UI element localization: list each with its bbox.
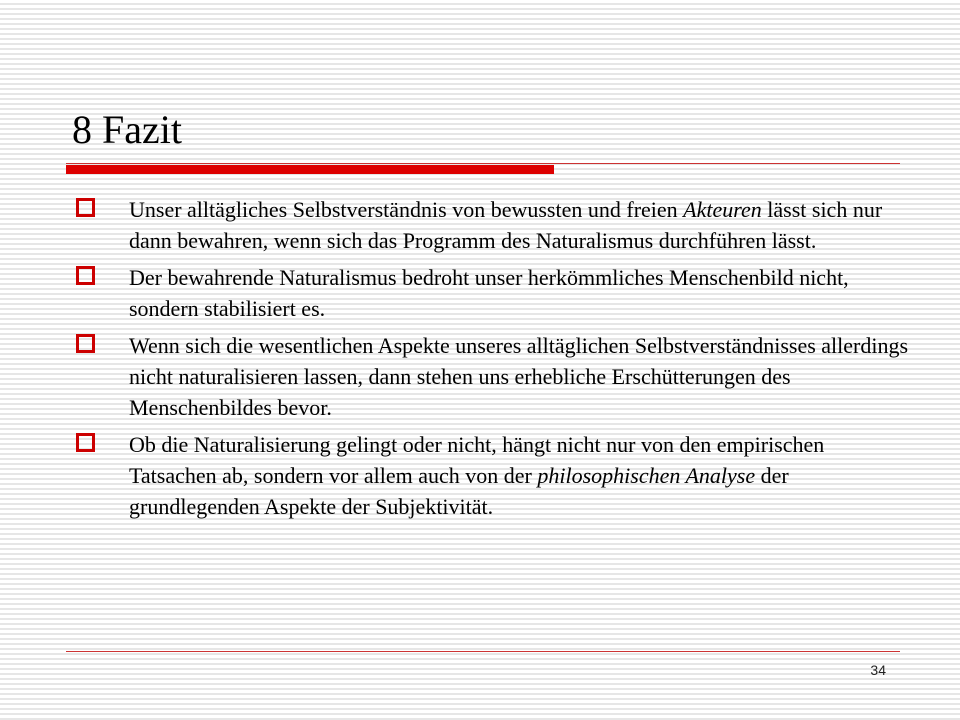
square-bullet-icon bbox=[76, 198, 95, 217]
title-rule-accent bbox=[66, 165, 554, 174]
bullet-text-1-part-b: lässt sich nur dann bewahren, wenn sich das Programm des Naturalismus durchführen lässt. bbox=[129, 197, 883, 253]
bullet-item-2 bbox=[72, 262, 912, 324]
square-bullet-icon bbox=[76, 433, 95, 452]
bullet-text-4-part-b: der grundlegenden Aspekte der Subjektivität. bbox=[129, 463, 789, 519]
bullet-text-4-emphasis: philosophischen Analyse bbox=[537, 463, 756, 488]
bullet-text-1-part-a: Unser alltägliches Selbstverständnis von bewussten und freien bbox=[129, 197, 684, 222]
bullet-text-4-part-a: Ob die Naturalisierung gelingt oder nicht, hängt nicht nur von den empirischen Tatsachen ab, sondern vor allem auch von der bbox=[129, 432, 825, 488]
footer-rule bbox=[66, 651, 900, 652]
bullet-item-4 bbox=[72, 429, 912, 522]
bullet-text-2: Der bewahrende Naturalismus bedroht unser herkömmliches Menschenbild nicht, sondern stabilisiert es. bbox=[129, 265, 849, 321]
square-bullet-icon bbox=[76, 266, 95, 285]
bullet-text-4 bbox=[129, 429, 912, 522]
bullet-text-3: Wenn sich die wesentlichen Aspekte unseres alltäglichen Selbstverständnisses allerdings nicht naturalisieren lassen, dann stehen uns erhebliche Erschütterungen des Menschenbildes bevor. bbox=[129, 333, 909, 420]
bullet-text-1-emphasis: Akteuren bbox=[683, 197, 762, 222]
title-rule-thin bbox=[66, 163, 900, 164]
bullet-item-1 bbox=[72, 194, 912, 256]
slide-title: 8 Fazit bbox=[72, 107, 182, 152]
square-bullet-icon bbox=[76, 334, 95, 353]
bullet-item-3 bbox=[72, 330, 912, 423]
bullet-list bbox=[72, 194, 912, 528]
bullet-text-1 bbox=[129, 194, 912, 256]
page-number: 34 bbox=[870, 662, 886, 678]
